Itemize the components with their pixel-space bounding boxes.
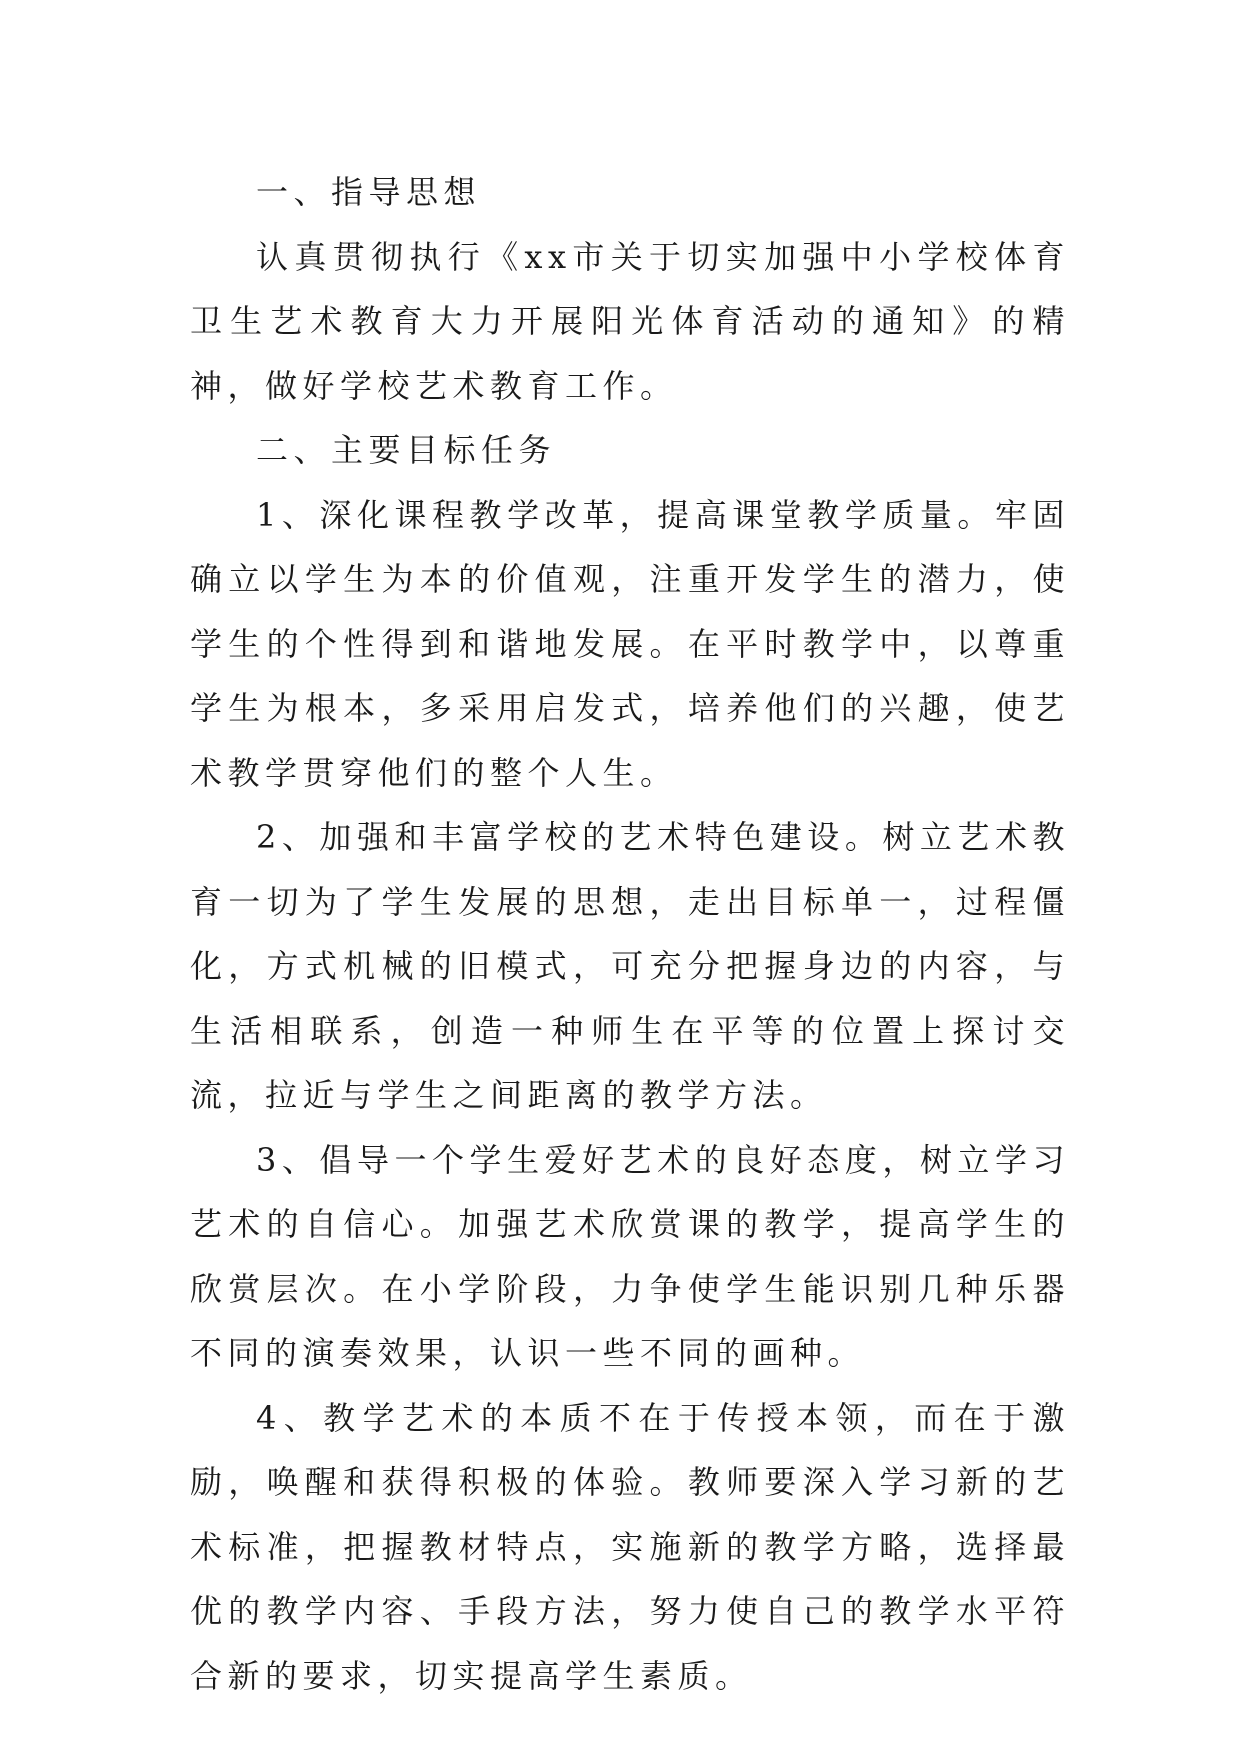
list-item-paragraph: 4、教学艺术的本质不在于传授本领，而在于激励，唤醒和获得积极的体验。教师要深入学习新的艺术标准，把握教材特点，实施新的教学方略，选择最优的教学内容、手段方法，努力使自己的教学水平符合新的要求，切实提高学生素质。 — [190, 1398, 1070, 1695]
body-paragraph: 认真贯彻执行《xx市关于切实加强中小学校体育卫生艺术教育大力开展阳光体育活动的通知》的精神，做好学校艺术教育工作。 — [190, 237, 1070, 405]
section-heading-main-goals: 二、主要目标任务 — [256, 431, 557, 469]
list-item-paragraph: 3、倡导一个学生爱好艺术的良好态度，树立学习艺术的自信心。加强艺术欣赏课的教学，提高学生的欣赏层次。在小学阶段，力争使学生能识别几种乐器不同的演奏效果，认识一些不同的画种。 — [190, 1140, 1070, 1372]
list-item-paragraph: 1、深化课程教学改革，提高课堂教学质量。牢固确立以学生为本的价值观，注重开发学生的潜力，使学生的个性得到和谐地发展。在平时教学中，以尊重学生为根本，多采用启发式，培养他们的兴趣，使艺术教学贯穿他们的整个人生。 — [190, 495, 1070, 792]
section-heading-guiding-ideology: 一、指导思想 — [256, 173, 482, 211]
document-page — [190, 160, 1070, 1708]
list-item-paragraph: 2、加强和丰富学校的艺术特色建设。树立艺术教育一切为了学生发展的思想，走出目标单一，过程僵化，方式机械的旧模式，可充分把握身边的内容，与生活相联系，创造一种师生在平等的位置上探讨交流，拉近与学生之间距离的教学方法。 — [190, 818, 1070, 1114]
